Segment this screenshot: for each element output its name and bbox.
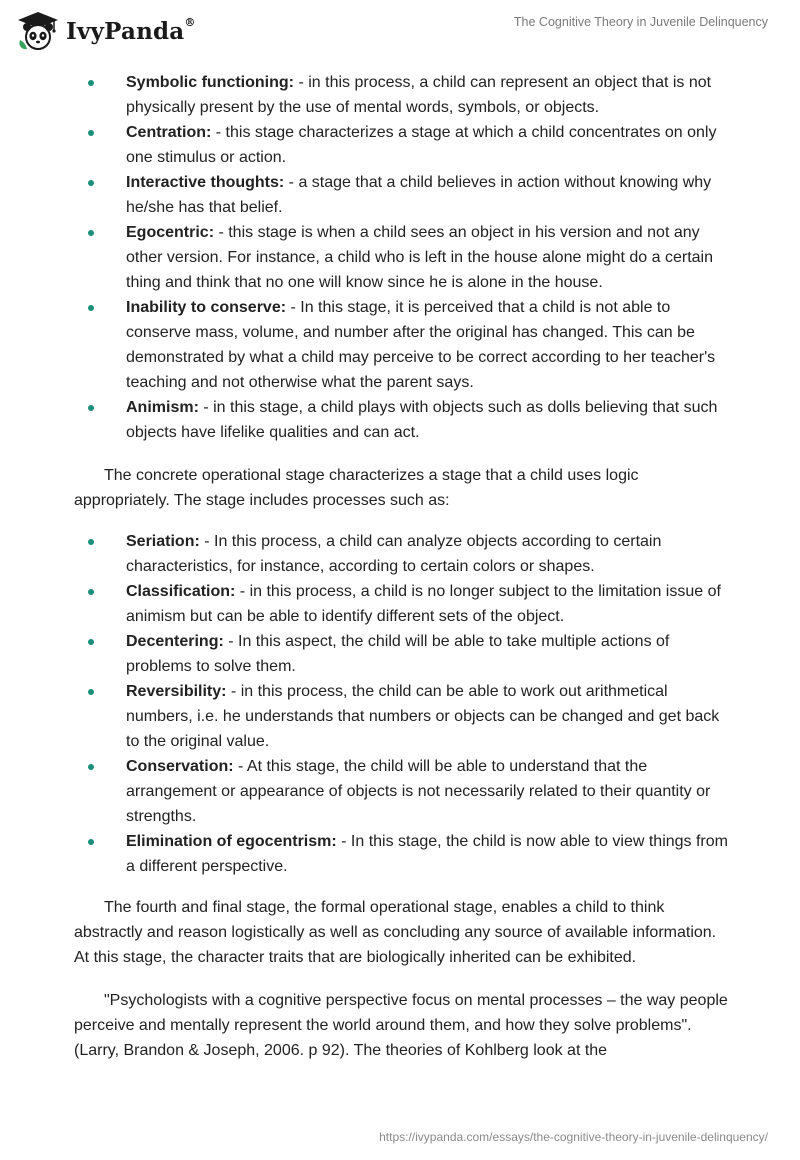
bullet-icon [88, 80, 94, 86]
panda-graduate-icon [16, 10, 60, 52]
bullet-icon [88, 764, 94, 770]
bullet-icon [88, 180, 94, 186]
paragraph-concrete-operational: The concrete operational stage characterizes a stage that a child uses logic appropriately. The stage includes processes such as: [74, 467, 639, 509]
bullet-icon [88, 589, 94, 595]
source-url-link[interactable]: https://ivypanda.com/essays/the-cognitive-theory-in-juvenile-delinquency/ [379, 1130, 768, 1144]
list-item: Animism: - in this stage, a child plays with objects such as dolls believing that such objects have lifelike qualities and can act. [74, 395, 734, 445]
list-item: Egocentric: - this stage is when a child sees an object in his version and not any other version. For instance, a child who is left in the house alone might do a certain thing and think that no one will know since he is alone in the house. [74, 220, 734, 295]
paragraph-formal-operational: The fourth and final stage, the formal operational stage, enables a child to think abstractly and reason logistically as well as concluding any source of available information. At this stage, the character traits that are biologically inherited can be exhibited. [74, 899, 717, 966]
page-header [0, 0, 800, 60]
list-item: Elimination of egocentrism: - In this stage, the child is now able to view things from a different perspective. [74, 829, 734, 879]
paragraph-psychologists-quote: "Psychologists with a cognitive perspective focus on mental processes – the way people perceive and mentally represent the world around them, and how they solve problems". (Larry, Brandon & Joseph, 2006. p 92). The theories of Kohlberg look at the [74, 992, 728, 1059]
list-item: Inability to conserve: - In this stage, it is perceived that a child is not able to conserve mass, volume, and number after the original has changed. This can be demonstrated by what a child may perceive to be correct according to her teacher's teaching and not otherwise what the parent says. [74, 295, 734, 395]
list-item: Seriation: - In this process, a child can analyze objects according to certain characteristics, for instance, according to certain colors or shapes. [74, 529, 734, 579]
brand-name: IvyPanda® [66, 15, 196, 45]
bullet-icon [88, 405, 94, 411]
list-item: Symbolic functioning: - in this process, a child can represent an object that is not physically present by the use of mental words, symbols, or objects. [74, 70, 734, 120]
bullet-icon [88, 639, 94, 645]
bullet-icon [88, 305, 94, 311]
ivypanda-logo[interactable] [16, 10, 196, 52]
document-title: The Cognitive Theory in Juvenile Delinquency [513, 15, 768, 29]
bullet-icon [88, 230, 94, 236]
bullet-icon [88, 839, 94, 845]
bullet-icon [88, 689, 94, 695]
concrete-operational-processes-list [74, 529, 734, 879]
article-body [74, 70, 734, 1063]
bullet-icon [88, 539, 94, 545]
list-item: Interactive thoughts: - a stage that a child believes in action without knowing why he/she has that belief. [74, 170, 734, 220]
list-item: Reversibility: - in this process, the child can be able to work out arithmetical numbers, i.e. he understands that numbers or objects can be changed and get back to the original value. [74, 679, 734, 754]
list-item: Centration: - this stage characterizes a stage at which a child concentrates on only one stimulus or action. [74, 120, 734, 170]
list-item: Conservation: - At this stage, the child will be able to understand that the arrangement or appearance of objects is not necessarily related to their quantity or strengths. [74, 754, 734, 829]
bullet-icon [88, 130, 94, 136]
preoperational-processes-list [74, 70, 734, 445]
list-item: Decentering: - In this aspect, the child will be able to take multiple actions of problems to solve them. [74, 629, 734, 679]
list-item: Classification: - in this process, a child is no longer subject to the limitation issue of animism but can be able to identify different sets of the object. [74, 579, 734, 629]
